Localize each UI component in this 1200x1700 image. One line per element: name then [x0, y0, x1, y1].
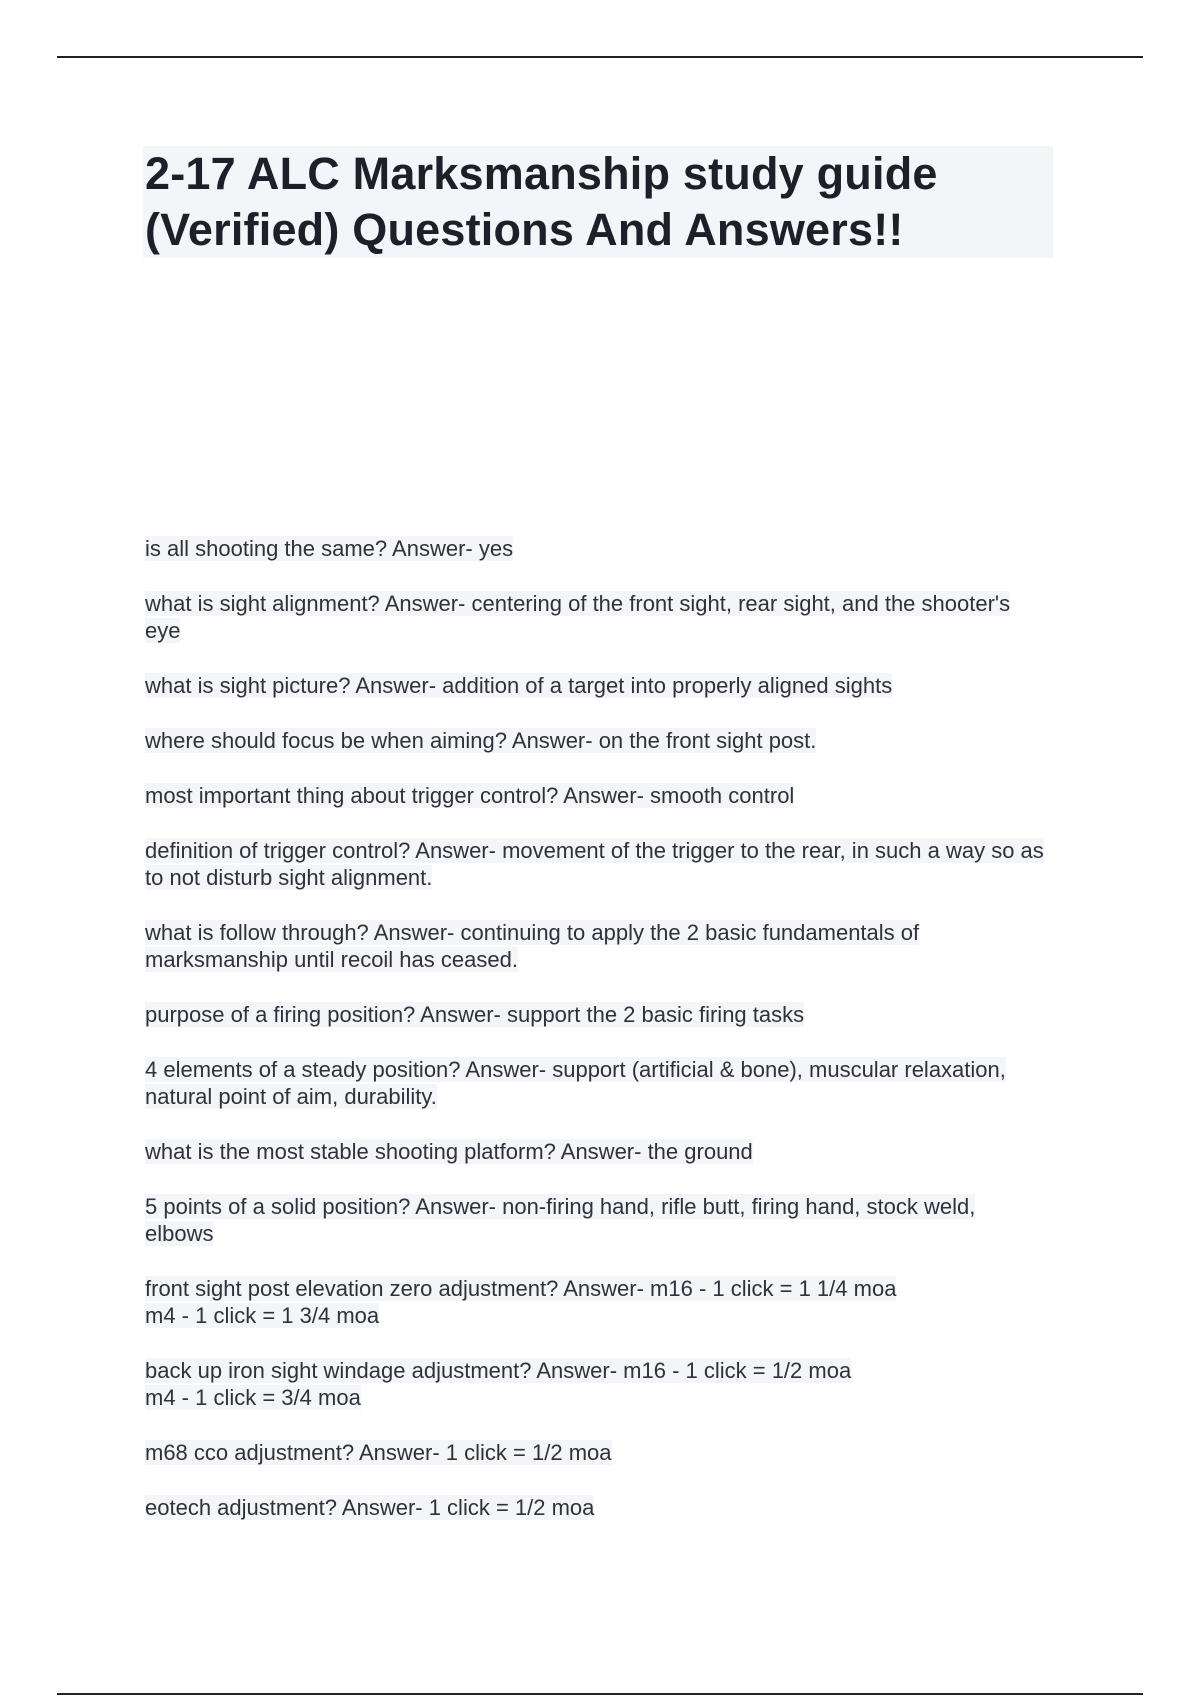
qa-text: 5 points of a solid position? Answer- non-firing hand, rifle butt, firing hand, stock weld, elbows: [145, 1194, 976, 1246]
qa-text: 4 elements of a steady position? Answer- support (artificial & bone), muscular relaxation, natural point of aim, durability.: [145, 1057, 1006, 1109]
qa-text: purpose of a firing position? Answer- support the 2 basic firing tasks: [145, 1002, 805, 1027]
qa-extra-text: m4 - 1 click = 1 3/4 moa: [145, 1303, 380, 1328]
qa-text: what is sight alignment? Answer- centering of the front sight, rear sight, and the shooter's eye: [145, 591, 1011, 643]
qa-item: [145, 672, 1045, 699]
qa-text: m68 cco adjustment? Answer- 1 click = 1/2 moa: [145, 1440, 612, 1465]
qa-item: [145, 1001, 1045, 1028]
document-title: 2-17 ALC Marksmanship study guide (Verified) Questions And Answers!!: [145, 148, 938, 255]
qa-item: [145, 1494, 1045, 1521]
qa-text: where should focus be when aiming? Answer- on the front sight post.: [145, 728, 817, 753]
qa-text: back up iron sight windage adjustment? Answer- m16 - 1 click = 1/2 moa: [145, 1358, 852, 1383]
qa-text: definition of trigger control? Answer- movement of the trigger to the rear, in such a way so as to not disturb sight alignment.: [145, 838, 1044, 890]
qa-extra-text: m4 - 1 click = 3/4 moa: [145, 1385, 361, 1410]
qa-text: what is follow through? Answer- continuing to apply the 2 basic fundamentals of marksmanship until recoil has ceased.: [145, 920, 920, 972]
qa-text: is all shooting the same? Answer- yes: [145, 536, 514, 561]
page-top-rule: [57, 56, 1143, 58]
qa-extra-line: [145, 1302, 1045, 1329]
qa-item: [145, 535, 1045, 562]
qa-item: [145, 919, 1045, 973]
qa-item: [145, 1439, 1045, 1466]
qa-text: what is sight picture? Answer- addition of a target into properly aligned sights: [145, 673, 893, 698]
title-block: [143, 146, 1053, 258]
qa-item: [145, 837, 1045, 891]
qa-text: what is the most stable shooting platform? Answer- the ground: [145, 1139, 753, 1164]
qa-item: [145, 1056, 1045, 1110]
qa-extra-line: [145, 1384, 1045, 1411]
qa-item: [145, 1193, 1045, 1247]
qa-text: eotech adjustment? Answer- 1 click = 1/2 moa: [145, 1495, 595, 1520]
qa-text: most important thing about trigger control? Answer- smooth control: [145, 783, 795, 808]
qa-item: [145, 1138, 1045, 1165]
qa-item: [145, 1275, 1045, 1329]
qa-item: [145, 727, 1045, 754]
page-bottom-rule: [57, 1693, 1143, 1695]
qa-list: [145, 535, 1045, 1549]
qa-item: [145, 590, 1045, 644]
qa-text: front sight post elevation zero adjustment? Answer- m16 - 1 click = 1 1/4 moa: [145, 1276, 897, 1301]
qa-item: [145, 1357, 1045, 1411]
qa-item: [145, 782, 1045, 809]
